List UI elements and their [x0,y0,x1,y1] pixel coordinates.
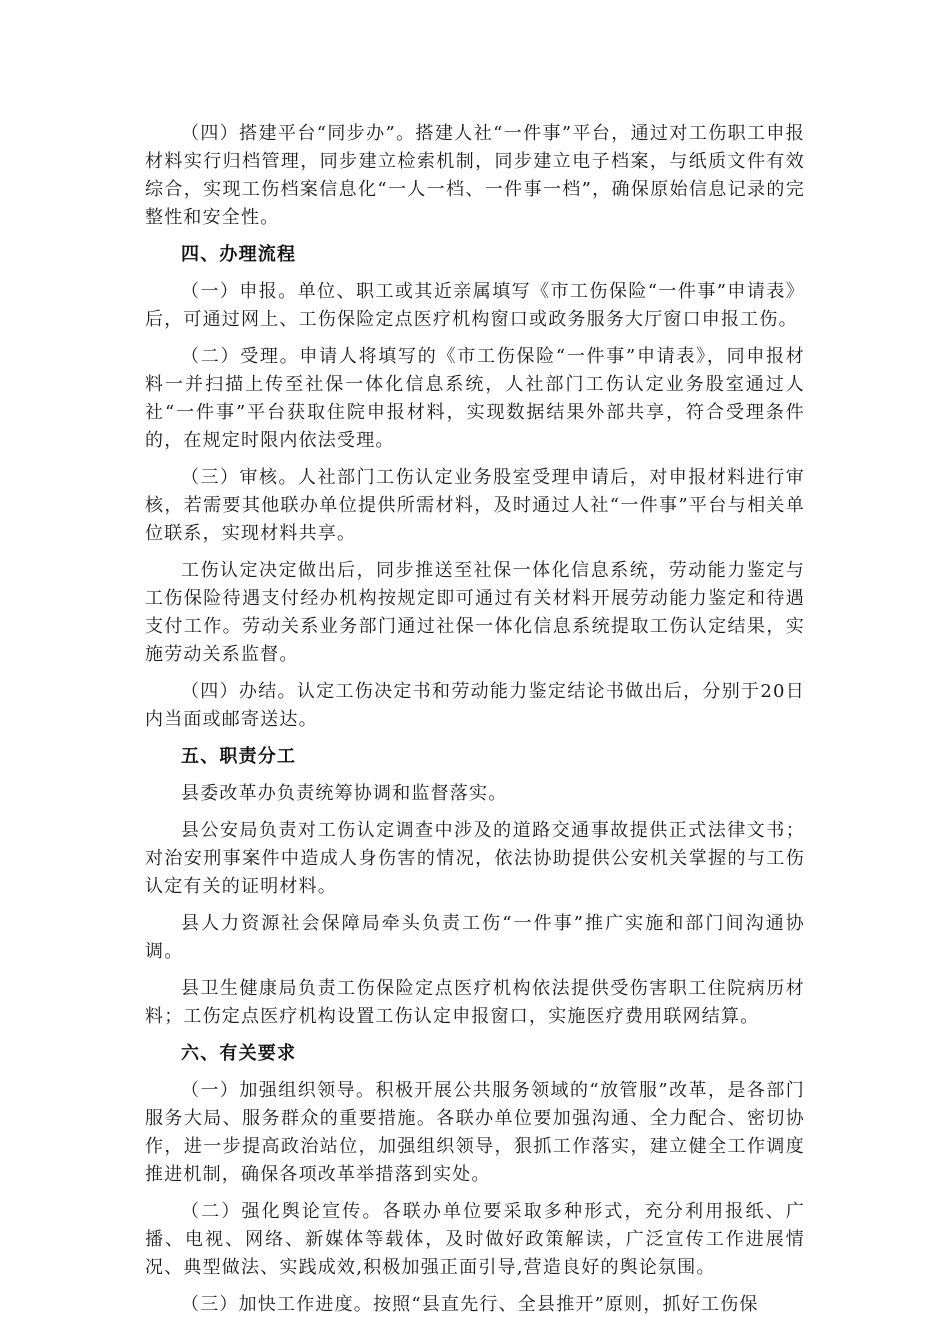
paragraph-platform-sync: （四）搭建平台“同步办”。搭建人社“一件事”平台，通过对工伤职工申报材料实行归档管理，同步建立检索机制，同步建立电子档案，与纸质文件有效综合，实现工伤档案信息化“一人一档、一件事一档”，确保原始信息记录的完整性和安全性。 [145,123,805,228]
paragraph-duty-health: 县卫生健康局负责工伤保险定点医疗机构依法提供受伤害职工住院病历材料；工伤定点医疗机构设置工伤认定申报窗口，实施医疗费用联网结算。 [145,978,805,1027]
paragraph-step-declare: （一）申报。单位、职工或其近亲属填写《市工伤保险“一件事”申请表》后，可通过网上、工伤保险定点医疗机构窗口或政务服务大厅窗口申报工伤。 [145,281,805,330]
paragraph-step-accept: （二）受理。申请人将填写的《市工伤保险“一件事”申请表》，同申报材料一并扫描上传至社保一体化信息系统，人社部门工伤认定业务股室通过人社“一件事”平台获取住院申报材料，实现数据结果外部共享，符合受理条件的，在规定时限内依法受理。 [145,346,805,451]
document-body [145,120,805,1328]
paragraph-step-review-note: 工伤认定决定做出后，同步推送至社保一体化信息系统，劳动能力鉴定与工伤保险待遇支付经办机构按规定即可通过有关材料开展劳动能力鉴定和待遇支付工作。劳动关系业务部门通过社保一体化信息系统提取工伤认定结果，实施劳动关系监督。 [145,560,805,665]
paragraph-step-complete: （四）办结。认定工伤决定书和劳动能力鉴定结论书做出后，分别于20日内当面或邮寄送达。 [145,681,805,730]
paragraph-req-leadership: （一）加强组织领导。积极开展公共服务领域的“放管服”改革，是各部门服务大局、服务群众的重要措施。各联办单位要加强沟通、全力配合、密切协作，进一步提高政治站位，加强组织领导，狠抓工作落实，建立健全工作调度推进机制，确保各项改革举措落到实处。 [145,1080,805,1185]
paragraph-duty-hr: 县人力资源社会保障局牵头负责工伤“一件事”推广实施和部门间沟通协调。 [145,913,805,962]
paragraph-duty-police: 县公安局负责对工伤认定调查中涉及的道路交通事故提供正式法律文书；对治安刑事案件中造成人身伤害的情况，依法协助提供公安机关掌握的与工伤认定有关的证明材料。 [145,820,805,897]
section-heading-requirements: 六、有关要求 [181,1043,297,1064]
paragraph-step-review: （三）审核。人社部门工伤认定业务股室受理申请后，对申报材料进行审核，若需要其他联办单位提供所需材料，及时通过人社“一件事”平台与相关单位联系，实现材料共享。 [145,467,805,544]
paragraph-req-publicity: （二）强化舆论宣传。各联办单位要采取多种形式，充分利用报纸、广播、电视、网络、新媒体等载体，及时做好政策解读，广泛宣传工作进展情况、典型做法、实践成效,积极加强正面引导,营造良好的舆论氛围。 [145,1201,805,1278]
paragraph-req-progress: （三）加快工作进度。按照“县直先行、全县推开”原则，抓好工伤保 [181,1294,759,1315]
paragraph-duty-reform-office: 县委改革办负责统筹协调和监督落实。 [181,783,508,804]
section-heading-duties: 五、职责分工 [181,746,297,767]
section-heading-process: 四、办理流程 [181,244,297,265]
